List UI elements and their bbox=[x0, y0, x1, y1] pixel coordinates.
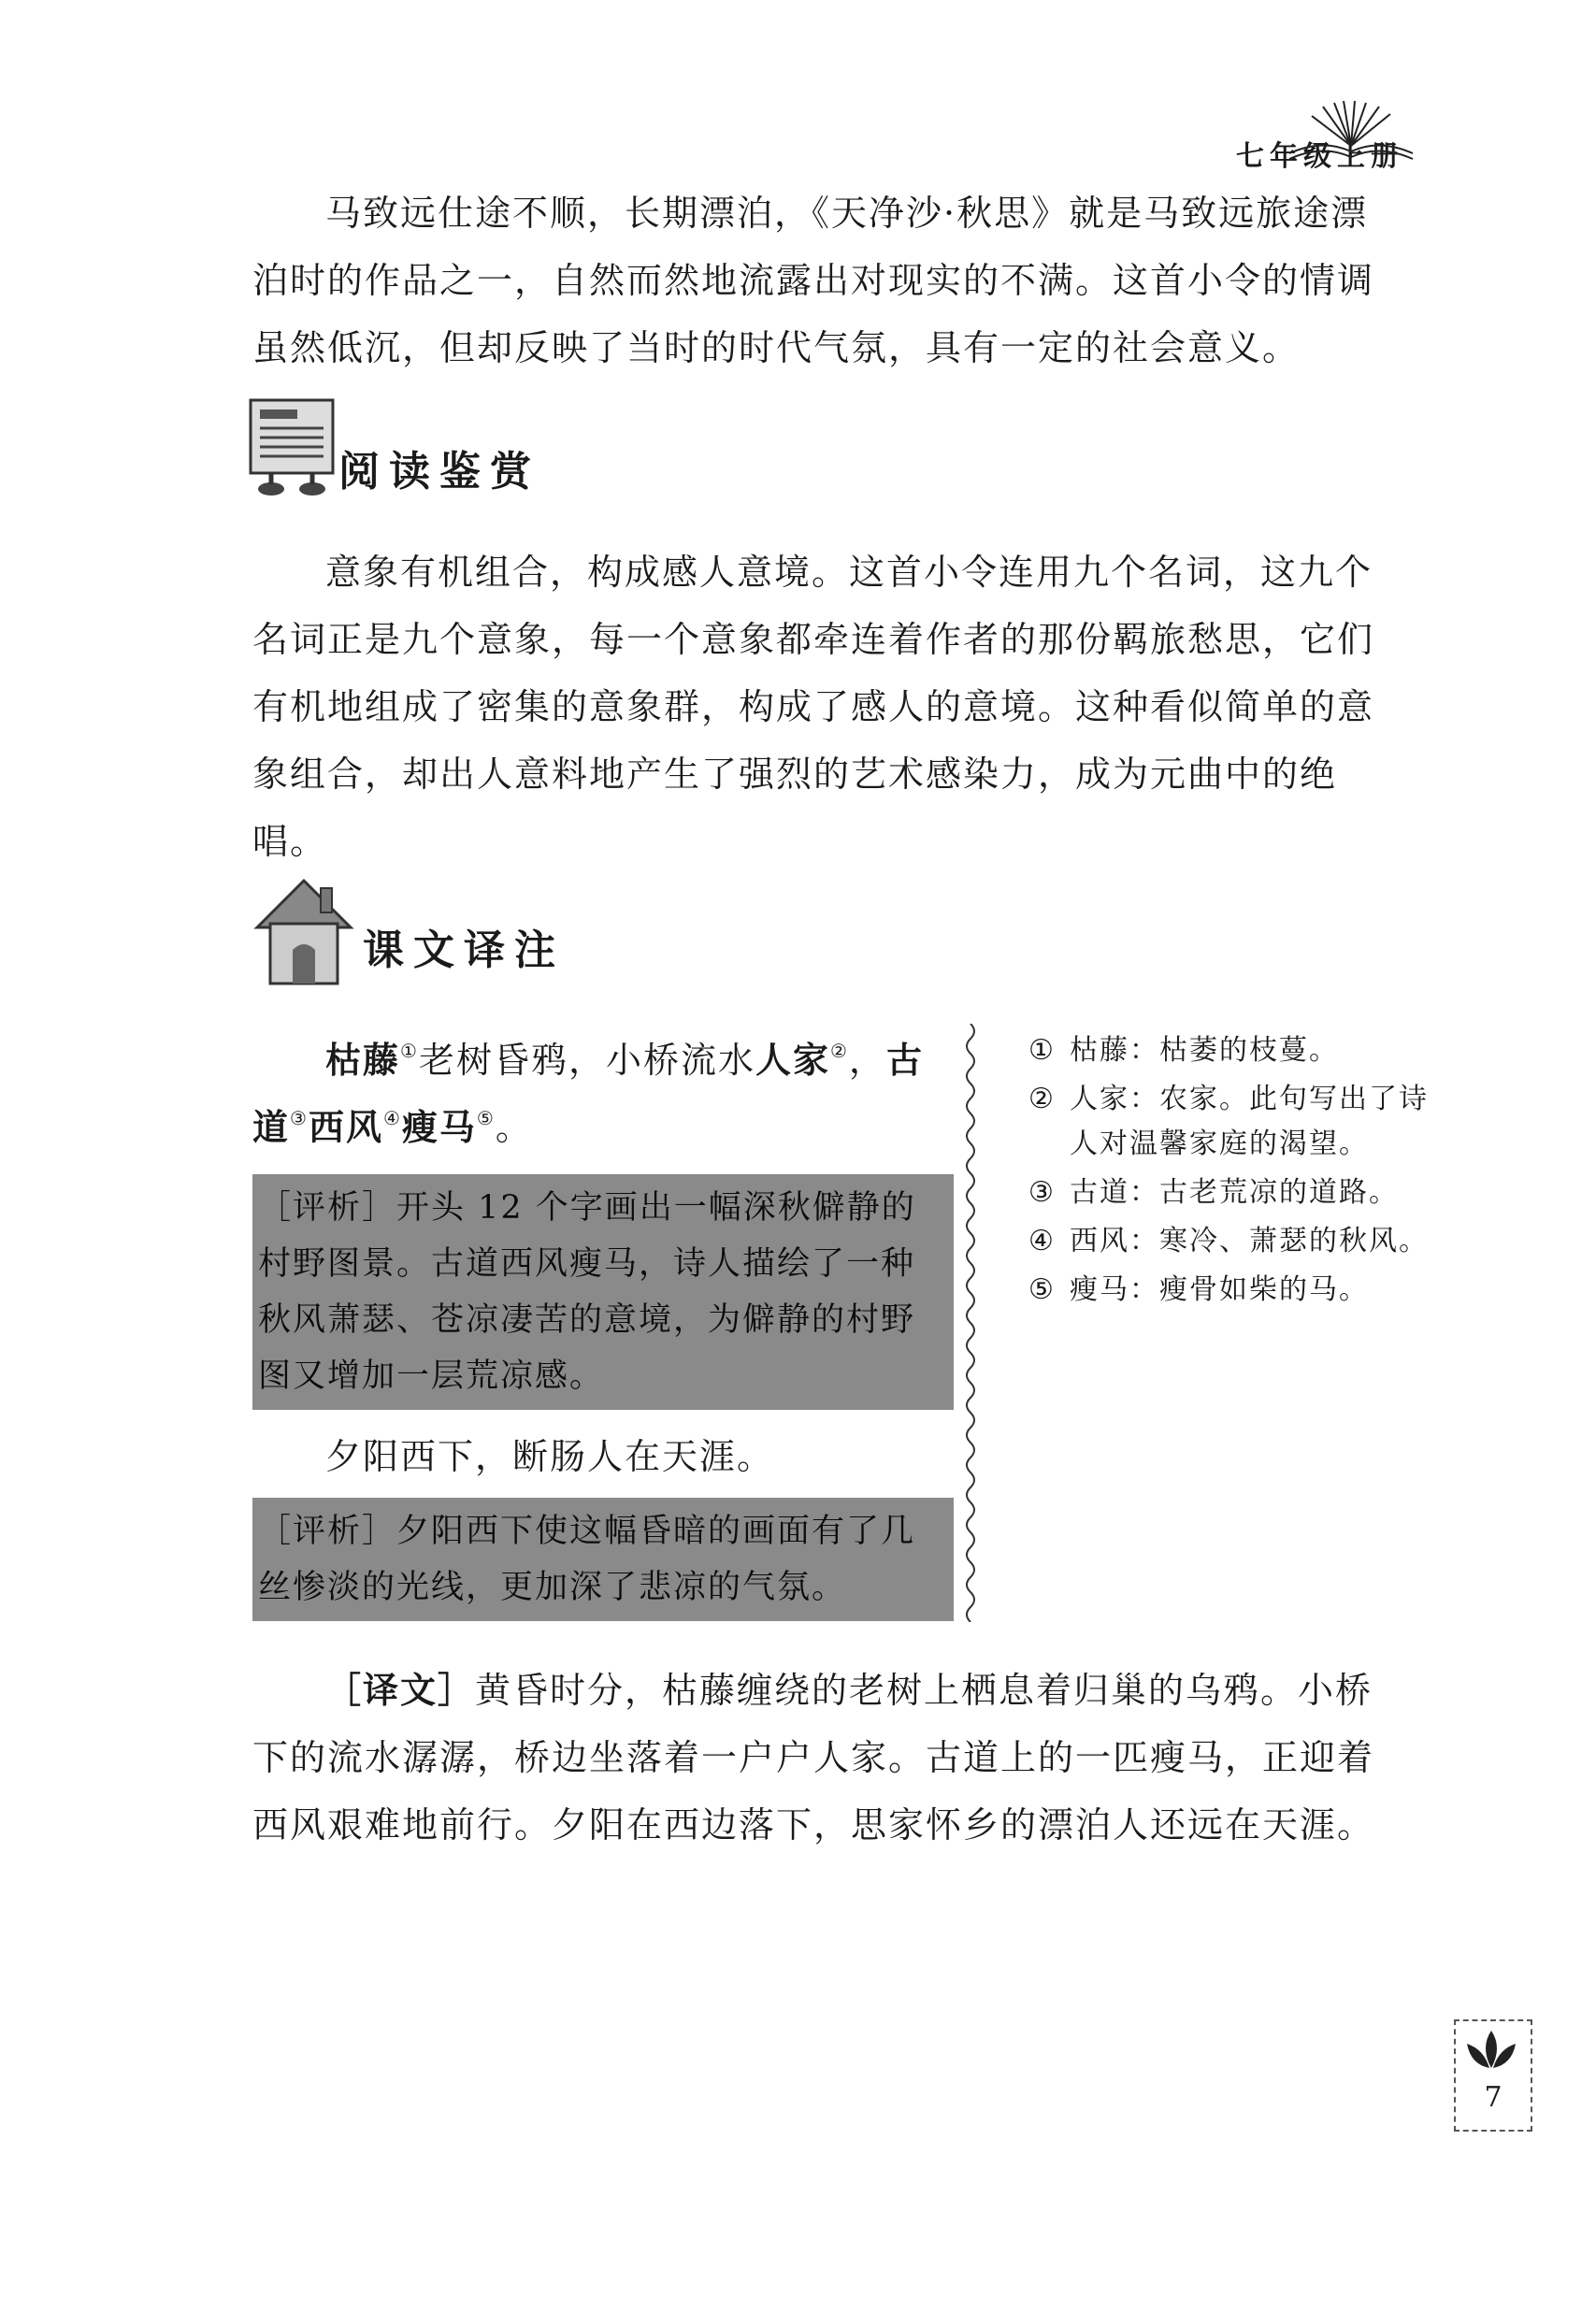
wavy-divider bbox=[961, 1024, 980, 1622]
annotated-word: 瘦马 bbox=[401, 1107, 477, 1148]
notes-section-title: 课文译注 bbox=[363, 926, 565, 974]
footnote-item bbox=[1028, 1219, 1431, 1264]
footnote-number: ② bbox=[1028, 1083, 1056, 1115]
note-marker: ② bbox=[829, 1040, 849, 1062]
footnote-text: 古道：古老荒凉的道路。 bbox=[1070, 1176, 1399, 1209]
footnote-item bbox=[1028, 1268, 1431, 1313]
annotated-word: 古道 bbox=[252, 1040, 924, 1148]
reading-section-title: 阅读鉴赏 bbox=[338, 448, 540, 496]
footnote-text: 西风：寒冷、萧瑟的秋风。 bbox=[1070, 1225, 1429, 1257]
footnote-number: ① bbox=[1028, 1034, 1056, 1067]
house-icon bbox=[248, 869, 360, 991]
translation-text: 黄昏时分，枯藤缠绕的老树上栖息着归巢的乌鸦。小桥下的流水潺潺，桥边坐落着一户户人家。古道上的一匹瘦马，正迎着西风艰难地前行。夕阳在西边落下，思家怀乡的漂泊人还远在天涯。 bbox=[252, 1670, 1375, 1846]
note-marker: ③ bbox=[290, 1107, 309, 1129]
open-book-icon bbox=[1286, 99, 1416, 163]
lotus-icon bbox=[1461, 2027, 1521, 2075]
footnote-item bbox=[1028, 1171, 1431, 1215]
reading-body bbox=[252, 539, 1402, 875]
annotated-word: 枯藤 bbox=[325, 1040, 401, 1081]
intro-paragraph bbox=[252, 180, 1402, 381]
footnote-text: 瘦马：瘦骨如柴的马。 bbox=[1070, 1273, 1369, 1306]
verse-text: 老树昏鸦，小桥流水 bbox=[418, 1040, 755, 1081]
verse-line-1 bbox=[252, 1027, 954, 1161]
footnote-number: ③ bbox=[1028, 1176, 1056, 1209]
footnote-item bbox=[1028, 1028, 1431, 1073]
footnote-item bbox=[1028, 1077, 1431, 1167]
translation-paragraph bbox=[252, 1657, 1402, 1859]
translation bbox=[252, 1657, 1402, 1859]
header-label: 七年级上册 bbox=[1236, 140, 1404, 173]
intro-text: 马致远仕途不顺，长期漂泊，《天净沙·秋思》就是马致远旅途漂泊时的作品之一，自然而然地流露出对现实的不满。这首小令的情调虽然低沉，但却反映了当时的时代气氛，具有一定的社会意义。 bbox=[252, 193, 1375, 368]
footnote-text: 人家：农家。此句写出了诗人对温馨家庭的渴望。 bbox=[1070, 1083, 1429, 1160]
note-marker: ① bbox=[400, 1040, 419, 1062]
footnote-text: 枯藤：枯萎的枝蔓。 bbox=[1070, 1034, 1339, 1067]
poem-column bbox=[252, 1027, 954, 1621]
verse-line-2: 夕阳西下，断肠人在天涯。 bbox=[325, 1436, 775, 1477]
verse-text: ， bbox=[848, 1040, 886, 1081]
newspaper-icon bbox=[243, 391, 346, 498]
annotated-word: 人家 bbox=[755, 1040, 830, 1081]
commentary-box-1: ［评析］开头 12 个字画出一幅深秋僻静的村野图景。古道西风瘦马，诗人描绘了一种秋风萧瑟、苍凉凄苦的意境，为僻静的村野图又增加一层荒凉感。 bbox=[252, 1174, 954, 1410]
page-number: 7 bbox=[1484, 2081, 1503, 2114]
note-marker: ⑤ bbox=[476, 1107, 496, 1129]
reading-text: 意象有机组合，构成感人意境。这首小令连用九个名词，这九个名词正是九个意象，每一个意象都牵连着作者的那份羁旅愁思，它们有机地组成了密集的意象群，构成了感人的意境。这种看似简单的意象组合，却出人意料地产生了强烈的艺术感染力，成为元曲中的绝唱。 bbox=[252, 552, 1375, 862]
translation-label: ［译文］ bbox=[325, 1670, 476, 1711]
footnote-number: ⑤ bbox=[1028, 1273, 1056, 1306]
footnotes bbox=[1028, 1028, 1431, 1316]
note-marker: ④ bbox=[382, 1107, 402, 1129]
annotated-word: 西风 bbox=[308, 1107, 383, 1148]
verse-text: 。 bbox=[495, 1107, 533, 1148]
commentary-box-2: ［评析］夕阳西下使这幅昏暗的画面有了几丝惨淡的光线，更加深了悲凉的气氛。 bbox=[252, 1498, 954, 1621]
footnote-number: ④ bbox=[1028, 1225, 1056, 1257]
